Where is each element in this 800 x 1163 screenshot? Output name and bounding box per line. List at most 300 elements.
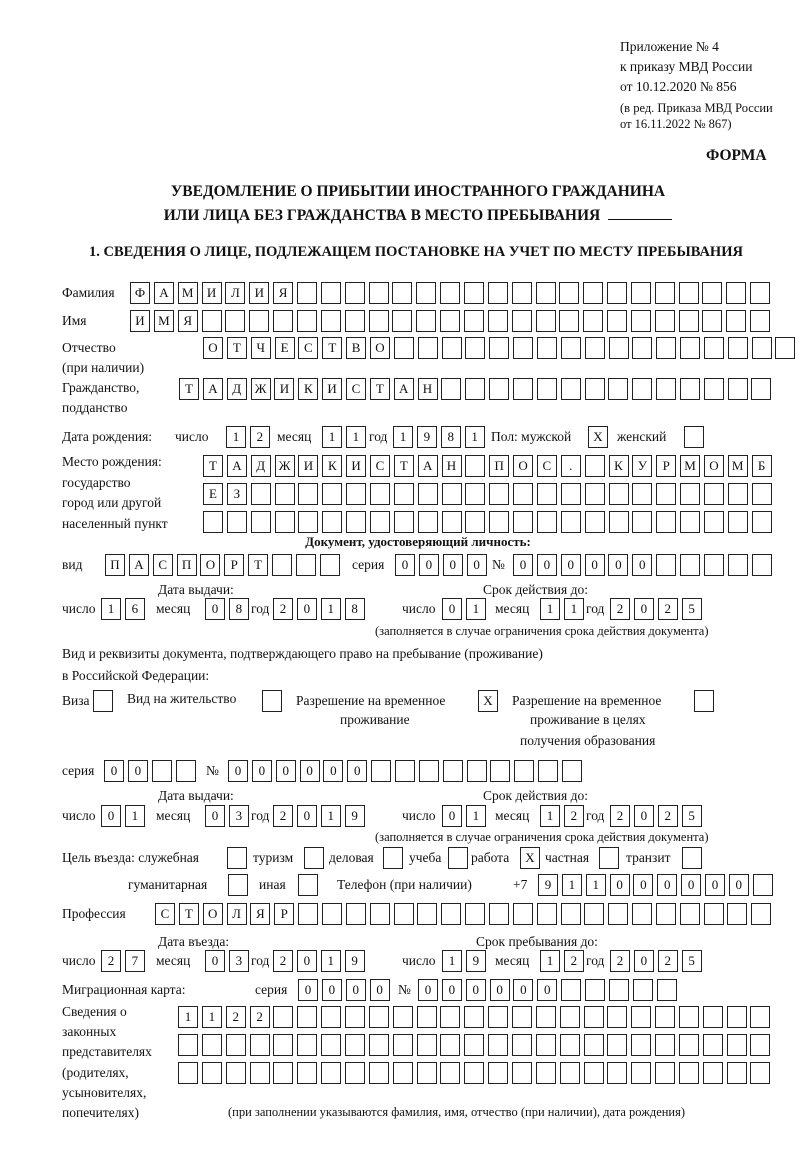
char-cell[interactable]	[489, 511, 509, 533]
char-cell[interactable]	[345, 1062, 365, 1084]
char-cell[interactable]	[513, 337, 533, 359]
char-cell[interactable]: А	[129, 554, 149, 576]
char-cell[interactable]	[561, 979, 581, 1001]
char-cell[interactable]	[441, 903, 461, 925]
checkbox-cell[interactable]	[228, 874, 248, 896]
char-cell[interactable]	[559, 310, 579, 332]
char-cell[interactable]: 1	[466, 805, 486, 827]
checkbox-cell[interactable]	[227, 847, 247, 869]
char-cell[interactable]: 0	[467, 554, 487, 576]
char-cell[interactable]	[370, 903, 390, 925]
char-cell[interactable]	[727, 1062, 747, 1084]
char-cell[interactable]: 0	[513, 979, 533, 1001]
char-cell[interactable]: 0	[632, 554, 652, 576]
char-cell[interactable]	[465, 483, 485, 505]
char-cell[interactable]	[656, 554, 676, 576]
char-cell[interactable]: С	[537, 455, 557, 477]
char-cell[interactable]: 0	[729, 874, 749, 896]
char-cell[interactable]	[704, 378, 724, 400]
char-cell[interactable]	[297, 1006, 317, 1028]
char-cell[interactable]: Т	[227, 337, 247, 359]
char-cell[interactable]	[393, 1062, 413, 1084]
char-cell[interactable]	[750, 1006, 770, 1028]
char-cell[interactable]	[322, 511, 342, 533]
char-cell[interactable]	[704, 511, 724, 533]
char-cell[interactable]	[202, 310, 222, 332]
char-cell[interactable]	[703, 1062, 723, 1084]
char-cell[interactable]	[680, 378, 700, 400]
char-cell[interactable]	[537, 483, 557, 505]
char-cell[interactable]	[345, 1006, 365, 1028]
char-cell[interactable]	[464, 1006, 484, 1028]
char-cell[interactable]	[273, 1006, 293, 1028]
char-cell[interactable]: М	[178, 282, 198, 304]
checkbox-cell[interactable]: X	[588, 426, 608, 448]
char-cell[interactable]: 7	[125, 950, 145, 972]
char-cell[interactable]	[417, 1006, 437, 1028]
char-cell[interactable]: 0	[466, 979, 486, 1001]
char-cell[interactable]: К	[298, 378, 318, 400]
char-cell[interactable]	[727, 903, 747, 925]
char-cell[interactable]	[584, 1062, 604, 1084]
char-cell[interactable]	[440, 1062, 460, 1084]
char-cell[interactable]	[704, 337, 724, 359]
char-cell[interactable]	[585, 511, 605, 533]
char-cell[interactable]	[203, 511, 223, 533]
char-cell[interactable]: 0	[104, 760, 124, 782]
char-cell[interactable]: 1	[125, 805, 145, 827]
char-cell[interactable]: 0	[443, 554, 463, 576]
char-cell[interactable]	[488, 1062, 508, 1084]
char-cell[interactable]: Ж	[275, 455, 295, 477]
char-cell[interactable]: Т	[203, 455, 223, 477]
char-cell[interactable]: 0	[252, 760, 272, 782]
char-cell[interactable]	[512, 282, 532, 304]
char-cell[interactable]	[753, 874, 773, 896]
char-cell[interactable]	[512, 1062, 532, 1084]
char-cell[interactable]: У	[632, 455, 652, 477]
char-cell[interactable]	[560, 1006, 580, 1028]
char-cell[interactable]	[369, 1062, 389, 1084]
char-cell[interactable]: 0	[490, 979, 510, 1001]
char-cell[interactable]: 1	[465, 426, 485, 448]
char-cell[interactable]	[609, 483, 629, 505]
char-cell[interactable]: 8	[229, 598, 249, 620]
char-cell[interactable]: Д	[251, 455, 271, 477]
char-cell[interactable]	[392, 282, 412, 304]
char-cell[interactable]	[226, 1062, 246, 1084]
char-cell[interactable]	[728, 378, 748, 400]
char-cell[interactable]	[298, 483, 318, 505]
checkbox-cell[interactable]	[93, 690, 113, 712]
char-cell[interactable]: 1	[540, 598, 560, 620]
char-cell[interactable]	[393, 1006, 413, 1028]
char-cell[interactable]	[490, 760, 510, 782]
char-cell[interactable]	[489, 337, 509, 359]
char-cell[interactable]	[609, 337, 629, 359]
char-cell[interactable]	[514, 760, 534, 782]
char-cell[interactable]	[560, 1034, 580, 1056]
char-cell[interactable]	[726, 310, 746, 332]
char-cell[interactable]: С	[298, 337, 318, 359]
char-cell[interactable]	[536, 1034, 556, 1056]
char-cell[interactable]	[680, 511, 700, 533]
char-cell[interactable]: 1	[393, 426, 413, 448]
checkbox-cell[interactable]	[448, 847, 468, 869]
char-cell[interactable]: И	[274, 378, 294, 400]
char-cell[interactable]	[608, 378, 628, 400]
char-cell[interactable]: К	[609, 455, 629, 477]
char-cell[interactable]: 1	[466, 598, 486, 620]
char-cell[interactable]	[585, 979, 605, 1001]
char-cell[interactable]	[561, 903, 581, 925]
char-cell[interactable]	[537, 511, 557, 533]
char-cell[interactable]: 0	[537, 554, 557, 576]
char-cell[interactable]: 0	[370, 979, 390, 1001]
char-cell[interactable]	[417, 1062, 437, 1084]
char-cell[interactable]	[321, 310, 341, 332]
char-cell[interactable]	[489, 483, 509, 505]
char-cell[interactable]: 2	[564, 805, 584, 827]
char-cell[interactable]	[441, 378, 461, 400]
char-cell[interactable]	[345, 282, 365, 304]
char-cell[interactable]	[321, 1062, 341, 1084]
char-cell[interactable]: 0	[297, 950, 317, 972]
char-cell[interactable]: 0	[585, 554, 605, 576]
char-cell[interactable]: 1	[540, 805, 560, 827]
char-cell[interactable]	[440, 310, 460, 332]
char-cell[interactable]	[465, 337, 485, 359]
char-cell[interactable]: Ф	[130, 282, 150, 304]
char-cell[interactable]	[369, 1006, 389, 1028]
char-cell[interactable]	[750, 1062, 770, 1084]
char-cell[interactable]	[464, 1062, 484, 1084]
char-cell[interactable]	[275, 511, 295, 533]
char-cell[interactable]: 2	[610, 805, 630, 827]
char-cell[interactable]	[728, 511, 748, 533]
char-cell[interactable]: С	[155, 903, 175, 925]
char-cell[interactable]	[585, 337, 605, 359]
char-cell[interactable]: М	[154, 310, 174, 332]
char-cell[interactable]	[750, 1034, 770, 1056]
char-cell[interactable]	[394, 903, 414, 925]
char-cell[interactable]: Ж	[251, 378, 271, 400]
char-cell[interactable]: 2	[273, 805, 293, 827]
char-cell[interactable]: 0	[610, 874, 630, 896]
char-cell[interactable]	[728, 337, 748, 359]
char-cell[interactable]: 5	[682, 598, 702, 620]
char-cell[interactable]: С	[370, 455, 390, 477]
char-cell[interactable]	[750, 282, 770, 304]
char-cell[interactable]	[631, 1034, 651, 1056]
char-cell[interactable]	[273, 1034, 293, 1056]
char-cell[interactable]	[322, 483, 342, 505]
char-cell[interactable]: 0	[419, 554, 439, 576]
char-cell[interactable]	[512, 1006, 532, 1028]
char-cell[interactable]	[369, 1034, 389, 1056]
char-cell[interactable]: А	[154, 282, 174, 304]
char-cell[interactable]: 0	[297, 598, 317, 620]
char-cell[interactable]: Е	[275, 337, 295, 359]
char-cell[interactable]	[537, 337, 557, 359]
char-cell[interactable]	[607, 1034, 627, 1056]
char-cell[interactable]: Т	[179, 378, 199, 400]
char-cell[interactable]: А	[227, 455, 247, 477]
char-cell[interactable]: 2	[101, 950, 121, 972]
char-cell[interactable]	[631, 282, 651, 304]
char-cell[interactable]	[297, 282, 317, 304]
char-cell[interactable]: Я	[250, 903, 270, 925]
char-cell[interactable]	[464, 310, 484, 332]
char-cell[interactable]	[584, 903, 604, 925]
char-cell[interactable]	[443, 760, 463, 782]
char-cell[interactable]	[657, 979, 677, 1001]
char-cell[interactable]: О	[704, 455, 724, 477]
char-cell[interactable]: И	[322, 378, 342, 400]
char-cell[interactable]	[655, 1006, 675, 1028]
char-cell[interactable]	[417, 1034, 437, 1056]
char-cell[interactable]	[296, 554, 316, 576]
char-cell[interactable]: 3	[229, 950, 249, 972]
char-cell[interactable]: Р	[656, 455, 676, 477]
checkbox-cell[interactable]	[682, 847, 702, 869]
char-cell[interactable]	[370, 483, 390, 505]
char-cell[interactable]: 2	[658, 805, 678, 827]
char-cell[interactable]: 1	[322, 426, 342, 448]
char-cell[interactable]	[392, 310, 412, 332]
char-cell[interactable]	[680, 554, 700, 576]
char-cell[interactable]	[585, 378, 605, 400]
char-cell[interactable]: 0	[297, 805, 317, 827]
char-cell[interactable]	[273, 1062, 293, 1084]
char-cell[interactable]	[176, 760, 196, 782]
char-cell[interactable]	[562, 760, 582, 782]
char-cell[interactable]	[561, 378, 581, 400]
char-cell[interactable]	[371, 760, 391, 782]
char-cell[interactable]	[633, 979, 653, 1001]
char-cell[interactable]: 6	[125, 598, 145, 620]
char-cell[interactable]	[465, 455, 485, 477]
char-cell[interactable]: 5	[682, 805, 702, 827]
char-cell[interactable]	[704, 483, 724, 505]
char-cell[interactable]	[419, 760, 439, 782]
char-cell[interactable]	[680, 337, 700, 359]
char-cell[interactable]: 0	[634, 805, 654, 827]
char-cell[interactable]	[249, 310, 269, 332]
char-cell[interactable]: И	[202, 282, 222, 304]
char-cell[interactable]: Т	[248, 554, 268, 576]
char-cell[interactable]: 0	[681, 874, 701, 896]
char-cell[interactable]	[679, 1006, 699, 1028]
char-cell[interactable]: 2	[250, 426, 270, 448]
char-cell[interactable]	[152, 760, 172, 782]
char-cell[interactable]: 0	[442, 805, 462, 827]
char-cell[interactable]: 0	[347, 760, 367, 782]
char-cell[interactable]	[513, 903, 533, 925]
char-cell[interactable]	[464, 1034, 484, 1056]
char-cell[interactable]	[321, 1006, 341, 1028]
char-cell[interactable]	[275, 483, 295, 505]
char-cell[interactable]: И	[298, 455, 318, 477]
char-cell[interactable]	[751, 903, 771, 925]
char-cell[interactable]	[607, 1062, 627, 1084]
char-cell[interactable]: Л	[225, 282, 245, 304]
char-cell[interactable]: 1	[562, 874, 582, 896]
char-cell[interactable]: 0	[608, 554, 628, 576]
char-cell[interactable]	[655, 1062, 675, 1084]
char-cell[interactable]: И	[130, 310, 150, 332]
char-cell[interactable]	[418, 511, 438, 533]
char-cell[interactable]	[227, 511, 247, 533]
char-cell[interactable]: П	[177, 554, 197, 576]
char-cell[interactable]	[536, 282, 556, 304]
char-cell[interactable]	[394, 337, 414, 359]
char-cell[interactable]: 0	[634, 598, 654, 620]
char-cell[interactable]	[370, 511, 390, 533]
char-cell[interactable]: 2	[273, 950, 293, 972]
char-cell[interactable]: Д	[227, 378, 247, 400]
char-cell[interactable]: Н	[442, 455, 462, 477]
char-cell[interactable]	[655, 1034, 675, 1056]
char-cell[interactable]	[584, 1034, 604, 1056]
char-cell[interactable]	[489, 903, 509, 925]
char-cell[interactable]	[632, 483, 652, 505]
char-cell[interactable]	[178, 1062, 198, 1084]
char-cell[interactable]	[561, 511, 581, 533]
char-cell[interactable]	[417, 903, 437, 925]
char-cell[interactable]	[395, 760, 415, 782]
char-cell[interactable]: Я	[178, 310, 198, 332]
char-cell[interactable]	[272, 554, 292, 576]
char-cell[interactable]	[346, 511, 366, 533]
char-cell[interactable]	[752, 554, 772, 576]
char-cell[interactable]	[752, 511, 772, 533]
char-cell[interactable]	[273, 310, 293, 332]
char-cell[interactable]	[679, 1034, 699, 1056]
char-cell[interactable]	[703, 1006, 723, 1028]
char-cell[interactable]	[775, 337, 795, 359]
char-cell[interactable]: 0	[657, 874, 677, 896]
char-cell[interactable]: 2	[564, 950, 584, 972]
char-cell[interactable]	[440, 1034, 460, 1056]
char-cell[interactable]	[631, 1062, 651, 1084]
char-cell[interactable]: С	[153, 554, 173, 576]
char-cell[interactable]: О	[203, 903, 223, 925]
char-cell[interactable]	[632, 903, 652, 925]
char-cell[interactable]: 9	[538, 874, 558, 896]
char-cell[interactable]	[512, 1034, 532, 1056]
char-cell[interactable]: О	[370, 337, 390, 359]
char-cell[interactable]: 0	[395, 554, 415, 576]
char-cell[interactable]	[656, 483, 676, 505]
char-cell[interactable]: О	[513, 455, 533, 477]
char-cell[interactable]	[632, 511, 652, 533]
char-cell[interactable]	[346, 903, 366, 925]
char-cell[interactable]: 0	[128, 760, 148, 782]
char-cell[interactable]: 9	[417, 426, 437, 448]
char-cell[interactable]	[418, 337, 438, 359]
char-cell[interactable]: К	[322, 455, 342, 477]
char-cell[interactable]	[608, 903, 628, 925]
char-cell[interactable]	[467, 760, 487, 782]
char-cell[interactable]	[632, 337, 652, 359]
char-cell[interactable]	[560, 1062, 580, 1084]
char-cell[interactable]	[226, 1034, 246, 1056]
char-cell[interactable]	[418, 483, 438, 505]
char-cell[interactable]	[464, 282, 484, 304]
char-cell[interactable]	[202, 1034, 222, 1056]
char-cell[interactable]	[394, 511, 414, 533]
char-cell[interactable]: 0	[322, 979, 342, 1001]
char-cell[interactable]	[513, 378, 533, 400]
char-cell[interactable]: 8	[441, 426, 461, 448]
char-cell[interactable]: 0	[634, 950, 654, 972]
char-cell[interactable]	[297, 1062, 317, 1084]
char-cell[interactable]	[488, 1006, 508, 1028]
char-cell[interactable]: 0	[101, 805, 121, 827]
char-cell[interactable]: 0	[298, 979, 318, 1001]
char-cell[interactable]	[702, 310, 722, 332]
char-cell[interactable]: 0	[228, 760, 248, 782]
char-cell[interactable]: 1	[564, 598, 584, 620]
char-cell[interactable]	[609, 979, 629, 1001]
char-cell[interactable]: Я	[273, 282, 293, 304]
char-cell[interactable]: М	[680, 455, 700, 477]
char-cell[interactable]	[583, 282, 603, 304]
char-cell[interactable]	[680, 903, 700, 925]
char-cell[interactable]: 1	[442, 950, 462, 972]
char-cell[interactable]: Б	[752, 455, 772, 477]
char-cell[interactable]	[369, 310, 389, 332]
char-cell[interactable]	[561, 337, 581, 359]
char-cell[interactable]: 8	[345, 598, 365, 620]
char-cell[interactable]	[320, 554, 340, 576]
char-cell[interactable]: О	[203, 337, 223, 359]
checkbox-cell[interactable]	[298, 874, 318, 896]
char-cell[interactable]: Н	[418, 378, 438, 400]
char-cell[interactable]	[513, 483, 533, 505]
char-cell[interactable]	[202, 1062, 222, 1084]
char-cell[interactable]: И	[249, 282, 269, 304]
char-cell[interactable]: А	[394, 378, 414, 400]
checkbox-cell[interactable]	[383, 847, 403, 869]
char-cell[interactable]	[251, 483, 271, 505]
char-cell[interactable]: 9	[345, 805, 365, 827]
char-cell[interactable]	[298, 903, 318, 925]
char-cell[interactable]: 0	[276, 760, 296, 782]
char-cell[interactable]	[607, 282, 627, 304]
char-cell[interactable]	[250, 1062, 270, 1084]
char-cell[interactable]	[465, 378, 485, 400]
char-cell[interactable]	[537, 903, 557, 925]
char-cell[interactable]: 1	[346, 426, 366, 448]
char-cell[interactable]: О	[200, 554, 220, 576]
char-cell[interactable]	[655, 282, 675, 304]
char-cell[interactable]	[726, 282, 746, 304]
char-cell[interactable]	[416, 282, 436, 304]
char-cell[interactable]	[656, 511, 676, 533]
char-cell[interactable]: И	[346, 455, 366, 477]
char-cell[interactable]: 1	[540, 950, 560, 972]
char-cell[interactable]: Е	[203, 483, 223, 505]
char-cell[interactable]: 0	[633, 874, 653, 896]
char-cell[interactable]: 0	[346, 979, 366, 1001]
checkbox-cell[interactable]: X	[520, 847, 540, 869]
char-cell[interactable]: 1	[321, 950, 341, 972]
char-cell[interactable]: А	[203, 378, 223, 400]
char-cell[interactable]	[489, 378, 509, 400]
char-cell[interactable]: 1	[586, 874, 606, 896]
